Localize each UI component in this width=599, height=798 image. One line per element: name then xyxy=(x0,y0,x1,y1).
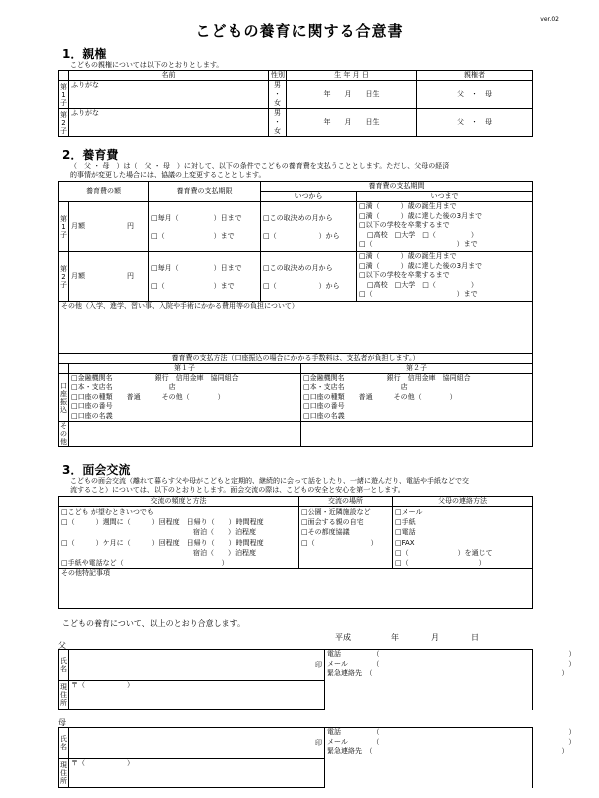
father-mail-field[interactable]: メール （ ） xyxy=(327,659,576,668)
place-home-option[interactable]: □ 面会する親の自宅 xyxy=(301,517,390,527)
from-agreement-option[interactable]: □ この取決めの月から xyxy=(263,259,354,277)
mother-name-field[interactable] xyxy=(69,728,325,759)
header-term: 養育費の支払期間 xyxy=(261,182,533,192)
school-univ-option[interactable]: □ 大学 xyxy=(395,231,416,239)
furigana-field[interactable]: ふりがな xyxy=(69,109,269,137)
section2-intro-line2: 的事情が変更した場合には、協議の上変更することとします。 xyxy=(70,171,266,179)
custody-table xyxy=(58,70,533,137)
payment-child1-header: 第１子 xyxy=(69,364,301,374)
header-from: いつから xyxy=(261,192,357,202)
seal-mark: 印 xyxy=(315,738,322,747)
header-birth: 生 年 月 日 xyxy=(287,71,417,81)
section2-intro-line1: （ 父 ・ 母 ）は（ 父 ・ 母 ）に対して、以下の条件でこどもの養育費を支払うこととします。ただし、父母の経済 xyxy=(70,162,450,170)
payment-other-option[interactable]: その他 xyxy=(60,422,67,447)
section3-intro-line1: こどもの面会交流（離れて暮らす父や母がこどもと定期的、継続的に会って話をしたり、一緒に遊んだり、電話や手紙などで交 xyxy=(70,477,469,485)
contact-mail-option[interactable]: □ メール xyxy=(395,507,530,517)
mother-tel-field[interactable]: 電話 （ ） xyxy=(327,728,576,736)
freq-monthly-option[interactable]: □ （ ）ケ月に（ ）回程度 xyxy=(61,539,180,547)
custody-select[interactable]: 父 ・ 母 xyxy=(417,81,533,109)
contact-via-option[interactable]: □ （ ）を通じて xyxy=(395,548,530,558)
school-high-option[interactable]: □ 高校 xyxy=(367,231,388,239)
father-emergency-field[interactable]: 緊急連絡先 （ ） xyxy=(327,669,569,677)
payment-other-child1[interactable] xyxy=(69,422,301,447)
section1-heading: 1．親権 xyxy=(62,47,107,61)
header-custody: 親権者 xyxy=(417,71,533,81)
father-signature-table xyxy=(58,649,576,710)
header-contact: 父母の連絡方法 xyxy=(393,497,533,507)
period-other-option[interactable]: □ （ ）まで xyxy=(151,277,258,295)
custody-select[interactable]: 父 ・ 母 xyxy=(417,109,533,137)
section1-intro: こどもの親権については以下のとおりとします。 xyxy=(70,61,224,69)
mother-emergency-field[interactable]: 緊急連絡先 （ ） xyxy=(327,747,569,755)
header-place: 交流の場所 xyxy=(299,497,393,507)
payment-other-child2[interactable] xyxy=(301,422,533,447)
child-label: 第1子 xyxy=(60,82,67,107)
period-monthly-option[interactable]: □ 毎月（ ）日まで xyxy=(151,209,258,227)
payment-header: 養育費の支払方法（口座振込の場合にかかる手数料は、支払者が負担します。） xyxy=(59,354,533,364)
table-row xyxy=(59,252,533,302)
bank-details-child2[interactable]: □ 金融機関名 銀行 信用金庫 協同組合 □ 本・支店名 店 □ 口座の種類 普通 その他（ ） □ 口座の番号 □ 口座の名義 xyxy=(301,374,533,422)
document-title: こどもの養育に関する合意書 xyxy=(195,22,404,40)
contact-phone-option[interactable]: □ 電話 xyxy=(395,527,530,537)
seal-mark: 印 xyxy=(315,660,322,669)
to-birthday-option[interactable]: □ 満（ ）歳の誕生月まで xyxy=(359,202,530,212)
contact-letter-option[interactable]: □ 手紙 xyxy=(395,517,530,527)
freq-letter-option[interactable]: □ 手紙や電話など（ ） xyxy=(61,558,296,568)
table-row xyxy=(59,202,533,252)
to-graduation-option[interactable]: □ 以下の学校を卒業するまで xyxy=(359,221,530,231)
agreement-date-field[interactable]: 平成 年 月 日 xyxy=(335,633,479,642)
gender-select[interactable]: 男 ・ 女 xyxy=(269,109,287,137)
period-monthly-option[interactable]: □ 毎月（ ）日まで xyxy=(151,259,258,277)
child-label: 第1子 xyxy=(59,202,69,252)
amount-field[interactable]: 月額 円 xyxy=(69,202,149,252)
school-high-option[interactable]: □ 高校 xyxy=(367,281,388,289)
from-agreement-option[interactable]: □ この取決めの月から xyxy=(263,209,354,227)
header-name: 名前 xyxy=(69,71,269,81)
section2-heading: 2．養育費 xyxy=(62,148,119,162)
header-amount: 養育費の額 xyxy=(59,182,149,202)
to-other-option[interactable]: □ （ ）まで xyxy=(359,240,530,250)
other-costs-field[interactable]: その他（入学、進学、習い事、入院や手術にかかる費用等の負担について） xyxy=(59,302,533,354)
period-other-option[interactable]: □ （ ）まで xyxy=(151,227,258,245)
to-graduation-option[interactable]: □ 以下の学校を卒業するまで xyxy=(359,271,530,281)
mother-label: 母 xyxy=(58,718,66,727)
furigana-field[interactable]: ふりがな xyxy=(69,81,269,109)
mother-address-label: 現住所 xyxy=(59,759,69,788)
to-other-option[interactable]: □ （ ）まで xyxy=(359,290,530,300)
version-label: ver.02 xyxy=(540,16,559,23)
section3-intro-line2: 流すること）については、以下のとおりとします。面会交流の際は、こどもの安全と安心を第一とします。 xyxy=(70,486,405,494)
contact-other-option[interactable]: □ （ ） xyxy=(395,558,530,568)
header-frequency: 交流の頻度と方法 xyxy=(59,497,299,507)
agreement-statement: こどもの養育について、以上のとおり合意します。 xyxy=(62,619,246,628)
amount-field[interactable]: 月額 円 xyxy=(69,252,149,302)
bank-details-child1[interactable]: □ 金融機関名 銀行 信用金庫 協同組合 □ 本・支店名 店 □ 口座の種類 普通 その他（ ） □ 口座の番号 □ 口座の名義 xyxy=(69,374,301,422)
table-row xyxy=(59,109,533,137)
birth-field[interactable]: 年 月 日生 xyxy=(287,81,417,109)
school-other-option[interactable]: □ （ ） xyxy=(422,231,478,239)
payment-child2-header: 第２子 xyxy=(301,364,533,374)
to-birthday-option[interactable]: □ 満（ ）歳の誕生月まで xyxy=(359,252,530,262)
contact-fax-option[interactable]: □ FAX xyxy=(395,538,530,548)
bank-transfer-option[interactable]: 口座振込 xyxy=(59,374,69,422)
place-discuss-option[interactable]: □ その都度協議 xyxy=(301,527,390,537)
payment-table xyxy=(58,353,533,447)
visitation-table: 交流の頻度と方法 交流の場所 父母の連絡方法 □ こども が望むときいつでも □ （ ）週間に（ ）回程度 日帰り（ ）時間程度 宿泊（ ）泊程度 □ （ ）ケ月に（ ）回程度 日帰り（ ）時間程度 宿泊（ ）泊程度 □ 手紙や電話など（ ） □ 公園・近隣施設など □ 面会する親の自宅 □ その都度協議 □ （ ） □ メール □ 手紙 □ 電話 □ FAX □ （ ）を通じて □ （ ） その他特記事項 xyxy=(58,496,533,609)
mother-mail-field[interactable]: メール （ ） xyxy=(327,737,576,746)
header-to: いつまで xyxy=(357,192,533,202)
header-period: 養育費の支払期限 xyxy=(149,182,261,202)
father-tel-field[interactable]: 電話 （ ） xyxy=(327,650,576,658)
father-name-label: 氏名 xyxy=(59,650,69,681)
father-address-label: 現住所 xyxy=(59,681,69,710)
place-other-option[interactable]: □ （ ） xyxy=(301,538,390,548)
gender-select[interactable]: 男 ・ 女 xyxy=(269,81,287,109)
to-march-option[interactable]: □ 満（ ）歳に達した後の3月まで xyxy=(359,212,530,222)
father-label: 父 xyxy=(58,641,66,650)
from-other-option[interactable]: □ （ ）から xyxy=(263,277,354,295)
school-univ-option[interactable]: □ 大学 xyxy=(395,281,416,289)
table-row xyxy=(59,81,533,109)
from-other-option[interactable]: □ （ ）から xyxy=(263,227,354,245)
mother-name-label: 氏名 xyxy=(59,728,69,759)
father-address-field[interactable]: 〒（ ） xyxy=(69,681,325,710)
mother-signature-table xyxy=(58,727,576,788)
header-gender: 性別 xyxy=(269,71,287,81)
mother-address-field[interactable]: 〒（ ） xyxy=(69,759,325,788)
child-label: 第2子 xyxy=(59,252,69,302)
school-other-option[interactable]: □ （ ） xyxy=(422,281,478,289)
support-table xyxy=(58,181,533,354)
freq-anytime-option[interactable]: □ こども が望むときいつでも xyxy=(61,507,296,517)
child-label: 第2子 xyxy=(60,110,67,135)
to-march-option[interactable]: □ 満（ ）歳に達した後の3月まで xyxy=(359,262,530,272)
visitation-notes-field[interactable]: その他特記事項 xyxy=(59,569,533,609)
freq-weekly-option[interactable]: □ （ ）週間に（ ）回程度 xyxy=(61,518,180,526)
father-name-field[interactable] xyxy=(69,650,325,681)
birth-field[interactable]: 年 月 日生 xyxy=(287,109,417,137)
section3-heading: 3．面会交流 xyxy=(62,463,131,477)
place-park-option[interactable]: □ 公園・近隣施設など xyxy=(301,507,390,517)
